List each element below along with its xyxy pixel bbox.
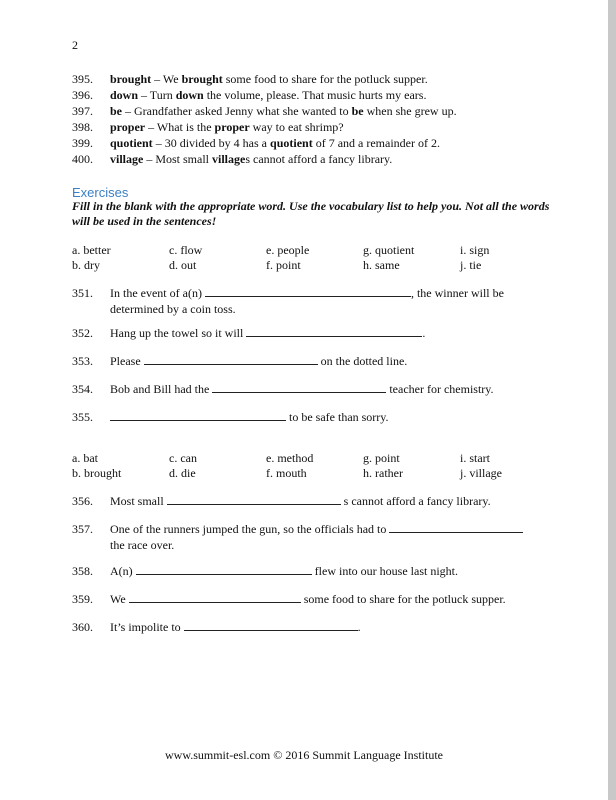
vocab-entry [72, 151, 457, 167]
question-text-end: to be safe than sorry. [286, 410, 389, 424]
question-number: 358. [72, 564, 93, 578]
question-number: 353. [72, 354, 93, 368]
question-text: One of the runners jumped the gun, so the officials had to [110, 522, 390, 536]
word-choice: e. people [266, 243, 310, 257]
vocab-number: 397. [72, 104, 93, 118]
vocab-sentence-end: some food to share for the potluck supper. [222, 72, 428, 86]
vocab-number: 396. [72, 88, 93, 102]
question-number: 357. [72, 522, 93, 536]
question-text: In the event of a(n) [110, 286, 205, 300]
word-choice: f. point [266, 258, 301, 272]
question [72, 285, 540, 317]
vocab-word: proper [110, 120, 146, 134]
vocab-number: 395. [72, 72, 93, 86]
word-choice: c. flow [169, 243, 203, 257]
vocab-number: 400. [72, 152, 93, 166]
question [72, 353, 540, 369]
vocab-entry [72, 135, 457, 151]
vocab-sentence-end: the volume, please. That music hurts my ears. [203, 88, 427, 102]
question-text: Please [110, 354, 144, 368]
question-text: Hang up the towel so it will [110, 326, 247, 340]
question-text-end: some food to share for the potluck supper. [300, 592, 506, 606]
vocab-entry [72, 87, 457, 103]
vocab-sentence-start: – We [151, 72, 182, 86]
question-text-end: . [357, 620, 361, 634]
question [72, 521, 540, 553]
vocab-word: be [110, 104, 122, 118]
vocabulary-list [72, 71, 457, 167]
question [72, 409, 540, 425]
vocab-sentence-end: when she grew up. [363, 104, 457, 118]
word-choice: j. tie [460, 258, 482, 272]
question-text-end: . [422, 326, 426, 340]
question-text-end: flew into our house last night. [311, 564, 458, 578]
word-choice: e. method [266, 451, 314, 465]
question-text: It’s impolite to [110, 620, 184, 634]
answer-blank[interactable] [129, 591, 301, 603]
word-choice: c. can [169, 451, 197, 465]
question-text-end: s cannot afford a fancy library. [340, 494, 491, 508]
question-number: 355. [72, 410, 93, 424]
scrollbar[interactable] [608, 0, 616, 800]
question [72, 325, 540, 341]
question [72, 493, 540, 509]
question-text: We [110, 592, 129, 606]
question-text-end: on the dotted line. [317, 354, 408, 368]
answer-blank[interactable] [184, 619, 358, 631]
word-choice: d. out [169, 258, 197, 272]
vocab-sentence-end: way to eat shrimp? [249, 120, 344, 134]
word-choice: a. bat [72, 451, 98, 465]
exercises-heading: Exercises [72, 185, 129, 200]
answer-blank[interactable] [136, 563, 312, 575]
word-choice: d. die [169, 466, 196, 480]
answer-blank[interactable] [246, 325, 422, 337]
question [72, 619, 540, 635]
page-footer: www.summit-esl.com © 2016 Summit Language Institute [165, 748, 443, 762]
question-text-end: the race over. [110, 538, 175, 552]
word-choice: h. same [363, 258, 400, 272]
question [72, 563, 540, 579]
question-number: 360. [72, 620, 93, 634]
answer-blank[interactable] [205, 285, 411, 297]
vocab-word: village [110, 152, 144, 166]
word-choice: b. brought [72, 466, 122, 480]
word-choice: f. mouth [266, 466, 307, 480]
question-text-end: teacher for chemistry. [386, 382, 494, 396]
vocab-entry [72, 119, 457, 135]
vocab-sentence-start: – What is the [145, 120, 215, 134]
vocab-number: 398. [72, 120, 93, 134]
vocab-word: quotient [110, 136, 153, 150]
question-text: Bob and Bill had the [110, 382, 213, 396]
vocab-word: down [110, 88, 139, 102]
answer-blank[interactable] [110, 409, 286, 421]
word-choices-1 [72, 243, 520, 273]
word-choice: a. better [72, 243, 111, 257]
vocab-number: 399. [72, 136, 93, 150]
vocab-word-in-sentence: down [175, 88, 204, 102]
answer-blank[interactable] [212, 381, 386, 393]
answer-blank[interactable] [167, 493, 341, 505]
answer-blank[interactable] [144, 353, 318, 365]
word-choice: g. point [363, 451, 400, 465]
question [72, 591, 540, 607]
vocab-word-in-sentence: village [212, 152, 246, 166]
word-choice: i. start [460, 451, 490, 465]
question-number: 356. [72, 494, 93, 508]
answer-blank[interactable] [389, 521, 523, 533]
vocab-sentence-start: – Most small [143, 152, 212, 166]
word-choice: b. dry [72, 258, 100, 272]
question-number: 354. [72, 382, 93, 396]
vocab-entry [72, 103, 457, 119]
page-number: 2 [72, 38, 78, 52]
vocab-entry [72, 71, 457, 87]
vocab-word: brought [110, 72, 152, 86]
question-text: A(n) [110, 564, 136, 578]
question-number: 352. [72, 326, 93, 340]
vocab-word-in-sentence: brought [181, 72, 223, 86]
exercise-instructions: Fill in the blank with the appropriate word. Use the vocabulary list to help you. Not all the words will be used in the sentences! [72, 199, 550, 228]
vocab-sentence-end: s cannot afford a fancy library. [245, 152, 393, 166]
vocab-word-in-sentence: be [351, 104, 364, 118]
vocab-word-in-sentence: proper [214, 120, 250, 134]
question-text: Most small [110, 494, 167, 508]
word-choice: j. village [460, 466, 502, 480]
vocab-word-in-sentence: quotient [270, 136, 313, 150]
question-number: 351. [72, 286, 93, 300]
word-choice: i. sign [460, 243, 490, 257]
vocab-sentence-start: – Turn [138, 88, 176, 102]
vocab-sentence-start: – 30 divided by 4 has a [152, 136, 271, 150]
vocab-sentence-start: – Grandfather asked Jenny what she wanted to [122, 104, 352, 118]
word-choices-2 [72, 451, 520, 481]
word-choice: g. quotient [363, 243, 415, 257]
vocab-sentence-end: of 7 and a remainder of 2. [312, 136, 440, 150]
question-number: 359. [72, 592, 93, 606]
question [72, 381, 540, 397]
question-text-end: , the winner will be determined by a coin toss. [110, 286, 504, 316]
word-choice: h. rather [363, 466, 403, 480]
